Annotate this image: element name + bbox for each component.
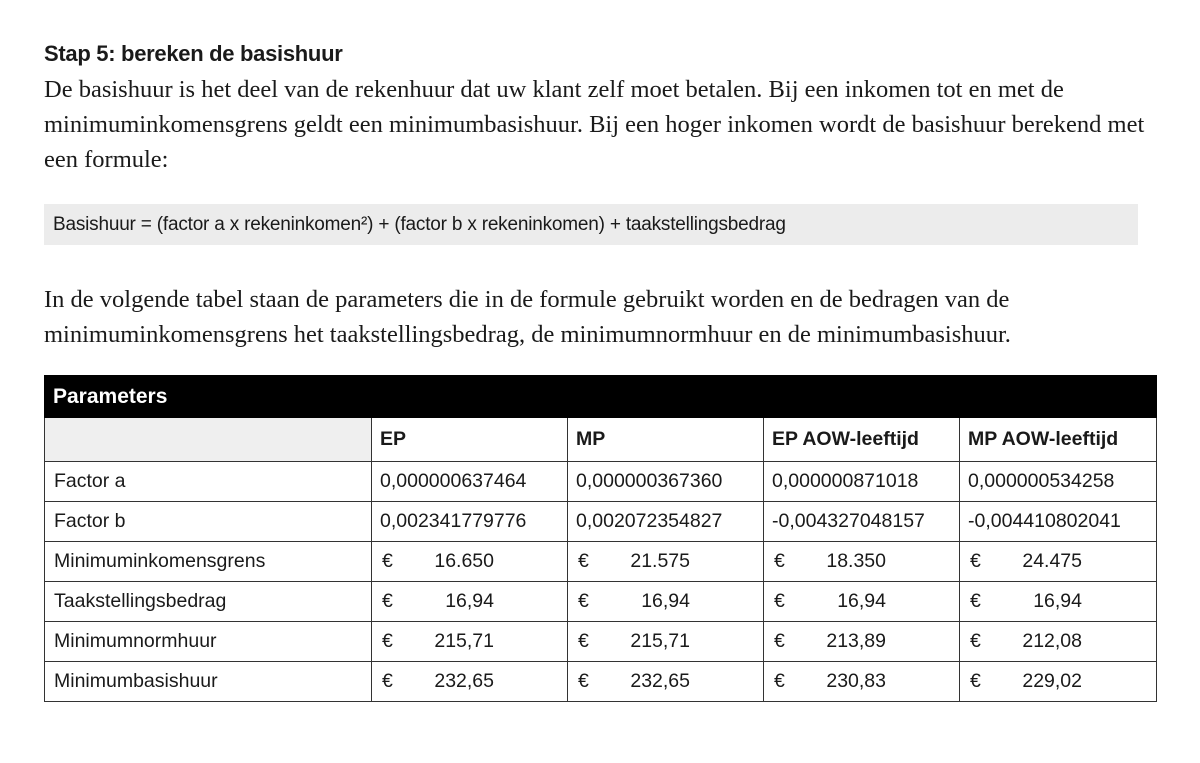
table-cell: 0,000000637464 <box>372 462 568 502</box>
currency-symbol: € <box>774 590 785 612</box>
currency-symbol: € <box>578 550 589 572</box>
amount: 212,08 <box>1022 630 1082 652</box>
currency-symbol: € <box>382 590 393 612</box>
step-heading: Stap 5: bereken de basishuur <box>44 41 343 66</box>
table-cell <box>568 582 764 622</box>
table-cell <box>764 542 960 582</box>
amount: 24.475 <box>1022 550 1082 572</box>
table-cell <box>764 582 960 622</box>
amount: 16.650 <box>434 550 494 572</box>
table-caption-row <box>45 376 1157 418</box>
table-cell <box>568 622 764 662</box>
amount: 232,65 <box>434 670 494 692</box>
table-row-minimuminkomensgrens <box>45 542 1157 582</box>
table-cell <box>372 622 568 662</box>
amount: 16,94 <box>641 590 690 612</box>
table-row-minimumnormhuur <box>45 622 1157 662</box>
amount: 16,94 <box>1033 590 1082 612</box>
currency-symbol: € <box>774 550 785 572</box>
table-cell <box>372 662 568 702</box>
currency-symbol: € <box>578 630 589 652</box>
table-cell <box>372 542 568 582</box>
amount: 18.350 <box>826 550 886 572</box>
currency-symbol: € <box>382 550 393 572</box>
table-cell: -0,004327048157 <box>764 502 960 542</box>
table-cell <box>960 542 1157 582</box>
table-cell: 0,000000367360 <box>568 462 764 502</box>
column-header-empty <box>45 418 372 462</box>
currency-symbol: € <box>774 630 785 652</box>
table-cell <box>372 582 568 622</box>
column-header-mp: MP <box>568 418 764 462</box>
amount: 21.575 <box>630 550 690 572</box>
table-cell: 0,000000534258 <box>960 462 1157 502</box>
row-label: Minimumbasishuur <box>45 662 372 702</box>
table-row-taakstellingsbedrag <box>45 582 1157 622</box>
currency-symbol: € <box>970 550 981 572</box>
currency-symbol: € <box>970 590 981 612</box>
table-cell <box>764 622 960 662</box>
parameters-table <box>44 375 1157 702</box>
table-cell <box>764 662 960 702</box>
table-cell <box>568 542 764 582</box>
table-cell <box>568 662 764 702</box>
amount: 232,65 <box>630 670 690 692</box>
column-header-ep: EP <box>372 418 568 462</box>
amount: 16,94 <box>445 590 494 612</box>
currency-symbol: € <box>970 670 981 692</box>
table-cell <box>960 582 1157 622</box>
row-label: Factor a <box>45 462 372 502</box>
amount: 213,89 <box>826 630 886 652</box>
table-cell: -0,004410802041 <box>960 502 1157 542</box>
intro-paragraph: De basishuur is het deel van de rekenhuur dat uw klant zelf moet betalen. Bij een inkomen tot en met de minimuminkomensgrens geldt een minimumbasishuur. Bij een hoger inkomen wordt de basishuur berekend met een formule: <box>44 76 1145 173</box>
table-caption: Parameters <box>45 376 1157 418</box>
table-cell <box>960 622 1157 662</box>
table-cell: 0,002072354827 <box>568 502 764 542</box>
currency-symbol: € <box>578 670 589 692</box>
row-label: Minimuminkomensgrens <box>45 542 372 582</box>
formula-box: Basishuur = (factor a x rekeninkomen²) + (factor b x rekeninkomen) + taakstellingsbedrag <box>44 204 1138 245</box>
amount: 215,71 <box>630 630 690 652</box>
table-cell: 0,002341779776 <box>372 502 568 542</box>
currency-symbol: € <box>382 670 393 692</box>
currency-symbol: € <box>578 590 589 612</box>
table-intro-paragraph: In de volgende tabel staan de parameters die in de formule gebruikt worden en de bedragen van de minimuminkomensgrens het taakstellingsbedrag, de minimumnormhuur en de minimumbasishuur. <box>44 286 1011 348</box>
table-cell <box>960 662 1157 702</box>
table-row-factor-a <box>45 462 1157 502</box>
row-label: Factor b <box>45 502 372 542</box>
currency-symbol: € <box>382 630 393 652</box>
currency-symbol: € <box>970 630 981 652</box>
amount: 215,71 <box>434 630 494 652</box>
table-header-row <box>45 418 1157 462</box>
table-row-factor-b <box>45 502 1157 542</box>
column-header-mp-aow: MP AOW-leeftijd <box>960 418 1157 462</box>
row-label: Taakstellingsbedrag <box>45 582 372 622</box>
currency-symbol: € <box>774 670 785 692</box>
amount: 16,94 <box>837 590 886 612</box>
amount: 229,02 <box>1022 670 1082 692</box>
table-row-minimumbasishuur <box>45 662 1157 702</box>
column-header-ep-aow: EP AOW-leeftijd <box>764 418 960 462</box>
amount: 230,83 <box>826 670 886 692</box>
row-label: Minimumnormhuur <box>45 622 372 662</box>
table-cell: 0,000000871018 <box>764 462 960 502</box>
